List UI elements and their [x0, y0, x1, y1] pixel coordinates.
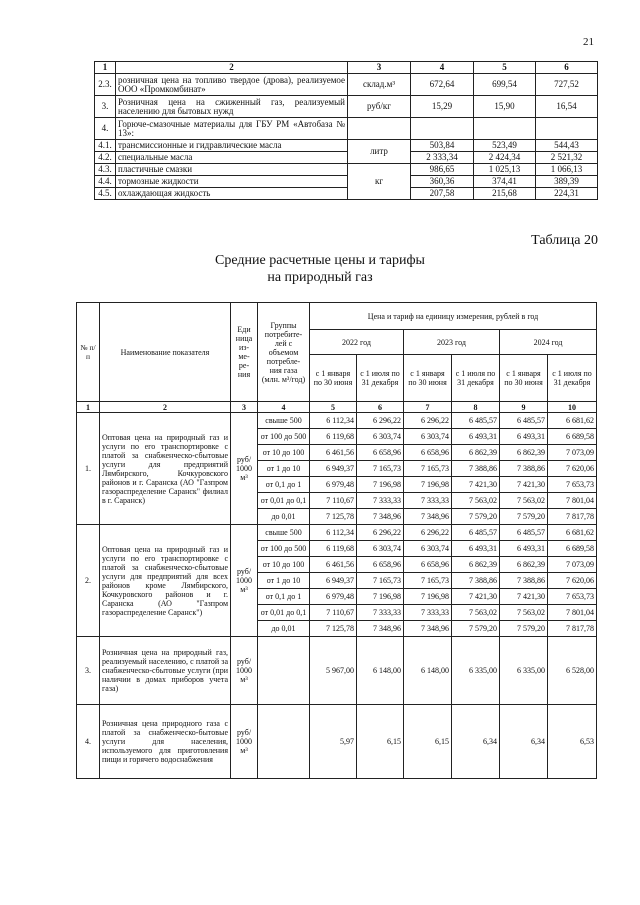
value-cell: 15,90	[474, 96, 536, 118]
row-name: пластичные смазки	[116, 164, 348, 176]
value-cell: 6 461,56	[310, 445, 357, 461]
value-cell: 6 303,74	[404, 541, 452, 557]
row-number: 4.	[95, 118, 116, 140]
value-cell: 389,39	[536, 176, 598, 188]
row-name: охлаждающая жидкость	[116, 188, 348, 200]
value-cell: 7 073,09	[548, 557, 597, 573]
consumer-group: от 0,01 до 0,1	[258, 493, 310, 509]
value-cell: 7 653,73	[548, 589, 597, 605]
value-cell: 360,36	[411, 176, 474, 188]
row-number: 3.	[95, 96, 116, 118]
consumer-group	[258, 705, 310, 779]
value-cell: 7 817,78	[548, 621, 597, 637]
value-cell: 6,34	[452, 705, 500, 779]
consumer-group: от 0,1 до 1	[258, 589, 310, 605]
row-number: 4.2.	[95, 152, 116, 164]
header-cell: 6	[536, 62, 598, 74]
consumer-group: до 0,01	[258, 621, 310, 637]
row-name: Оптовая цена на природный газ и услуги по его транспортировке с платой за снабженческо-сбытовые услуги для предприятий Лямбирского, Кочкуровского районов и г. Саранска (АО "Газпром газораспределение Саранск" филиал в г. Саранск)	[100, 413, 231, 525]
row-unit: руб/ 1000 м³	[231, 637, 258, 705]
row-number: 4.4.	[95, 176, 116, 188]
consumer-group: до 0,01	[258, 509, 310, 525]
row-number: 2.	[77, 525, 100, 637]
value-cell: 986,65	[411, 164, 474, 176]
title-line: на природный газ	[267, 270, 373, 285]
value-cell: 7 563,02	[500, 493, 548, 509]
value-cell: 7 333,33	[357, 605, 404, 621]
header-cell: 1	[95, 62, 116, 74]
value-cell: 6 689,58	[548, 541, 597, 557]
value-cell	[536, 118, 598, 140]
value-cell: 699,54	[474, 74, 536, 96]
value-cell: 7 125,78	[310, 621, 357, 637]
value-cell: 6 979,48	[310, 589, 357, 605]
table-title	[0, 252, 640, 286]
value-cell: 6 461,56	[310, 557, 357, 573]
value-cell: 207,58	[411, 188, 474, 200]
header-groups: Группы потребите- лей с объемом потребле- ния газа (млн. м³/год)	[258, 303, 310, 402]
value-cell: 7 421,30	[452, 589, 500, 605]
header-period: с 1 июля по 31 декабря	[357, 355, 404, 402]
value-cell: 7 653,73	[548, 477, 597, 493]
value-cell: 7 388,86	[452, 461, 500, 477]
value-cell: 6 979,48	[310, 477, 357, 493]
value-cell: 7 348,96	[404, 509, 452, 525]
header-cell: 2	[116, 62, 348, 74]
consumer-group: от 0,01 до 0,1	[258, 605, 310, 621]
header-unit: Еди ница из- ме- ре- ния	[231, 303, 258, 402]
value-cell: 6 485,57	[452, 413, 500, 429]
value-cell: 7 620,06	[548, 461, 597, 477]
column-number: 6	[357, 402, 404, 413]
value-cell: 2 333,34	[411, 152, 474, 164]
value-cell: 7 579,20	[452, 621, 500, 637]
column-number: 7	[404, 402, 452, 413]
table-row	[95, 164, 598, 176]
table-header-row	[95, 62, 598, 74]
value-cell: 727,52	[536, 74, 598, 96]
consumer-group: от 10 до 100	[258, 557, 310, 573]
table-row	[95, 118, 598, 140]
value-cell: 7 817,78	[548, 509, 597, 525]
header-price: Цена и тариф на единицу измерения, рублей в год	[310, 303, 597, 330]
value-cell: 6 689,58	[548, 429, 597, 445]
header-year: 2023 год	[404, 330, 500, 355]
header-num: № п/п	[77, 303, 100, 402]
value-cell: 6 112,34	[310, 413, 357, 429]
column-number: 2	[100, 402, 231, 413]
row-name: розничная цена на топливо твердое (дрова), реализуемое ООО «Промкомбинат»	[116, 74, 348, 96]
value-cell: 374,41	[474, 176, 536, 188]
value-cell: 6 119,68	[310, 541, 357, 557]
value-cell: 6 658,96	[357, 557, 404, 573]
value-cell: 6 485,57	[452, 525, 500, 541]
value-cell: 5,97	[310, 705, 357, 779]
value-cell: 6,15	[404, 705, 452, 779]
row-name: Розничная цена природного газа с платой за снабженческо-бытовые услуги для населения, используемого для приготовления пищи и горячего водоснабжения	[100, 705, 231, 779]
value-cell: 7 196,98	[404, 477, 452, 493]
row-name: тормозные жидкости	[116, 176, 348, 188]
value-cell: 7 801,04	[548, 605, 597, 621]
fuel-price-table	[94, 61, 598, 200]
value-cell: 7 196,98	[404, 589, 452, 605]
value-cell: 1 025,13	[474, 164, 536, 176]
value-cell: 6 296,22	[404, 525, 452, 541]
value-cell: 7 579,20	[500, 509, 548, 525]
value-cell: 6 862,39	[500, 557, 548, 573]
value-cell: 6 658,96	[357, 445, 404, 461]
consumer-group: от 1 до 10	[258, 461, 310, 477]
consumer-group: от 0,1 до 1	[258, 477, 310, 493]
value-cell: 6 528,00	[548, 637, 597, 705]
value-cell: 6 303,74	[357, 429, 404, 445]
value-cell: 7 348,96	[357, 621, 404, 637]
table-header-row	[77, 303, 597, 330]
row-unit	[348, 118, 411, 140]
value-cell: 7 196,98	[357, 477, 404, 493]
value-cell: 5 967,00	[310, 637, 357, 705]
row-number: 4.3.	[95, 164, 116, 176]
value-cell: 7 620,06	[548, 573, 597, 589]
value-cell: 7 333,33	[404, 493, 452, 509]
header-period: с 1 января по 30 июня	[310, 355, 357, 402]
value-cell: 7 125,78	[310, 509, 357, 525]
value-cell: 7 388,86	[500, 461, 548, 477]
value-cell: 2 521,32	[536, 152, 598, 164]
value-cell: 7 388,86	[500, 573, 548, 589]
value-cell: 7 801,04	[548, 493, 597, 509]
value-cell: 6,34	[500, 705, 548, 779]
header-period: с 1 января по 30 июня	[404, 355, 452, 402]
column-number: 9	[500, 402, 548, 413]
header-name: Наименование показателя	[100, 303, 231, 402]
value-cell: 503,84	[411, 140, 474, 152]
title-line: Средние расчетные цены и тарифы	[215, 253, 425, 268]
table-row	[95, 176, 598, 188]
row-number: 4.1.	[95, 140, 116, 152]
value-cell: 6,15	[357, 705, 404, 779]
value-cell: 6 862,39	[452, 557, 500, 573]
value-cell: 7 348,96	[404, 621, 452, 637]
value-cell: 6 658,96	[404, 557, 452, 573]
header-year: 2022 год	[310, 330, 404, 355]
value-cell: 7 333,33	[357, 493, 404, 509]
value-cell: 7 165,73	[404, 461, 452, 477]
value-cell: 523,49	[474, 140, 536, 152]
value-cell: 6 862,39	[500, 445, 548, 461]
value-cell: 6 949,37	[310, 573, 357, 589]
value-cell: 7 165,73	[357, 573, 404, 589]
value-cell: 6 493,31	[452, 541, 500, 557]
header-period: с 1 июля по 31 декабря	[452, 355, 500, 402]
value-cell: 7 165,73	[357, 461, 404, 477]
header-period: с 1 июля по 31 декабря	[548, 355, 597, 402]
value-cell: 7 421,30	[500, 477, 548, 493]
row-name: Розничная цена на сжиженный газ, реализуемый населению для бытовых нужд	[116, 96, 348, 118]
value-cell: 16,54	[536, 96, 598, 118]
table-row	[95, 152, 598, 164]
table-row	[77, 705, 597, 779]
header-period: с 1 января по 30 июня	[500, 355, 548, 402]
value-cell: 6 485,57	[500, 413, 548, 429]
column-number: 4	[258, 402, 310, 413]
row-name: Оптовая цена на природный газ и услуги по его транспортировке с платой за снабженческо-сбытовые услуги для предприятий для всех районов кроме Лямбирского, Кочкуровского районов и г. Саранска (АО "Газпром газораспределение Саранск")	[100, 525, 231, 637]
value-cell: 7 421,30	[500, 589, 548, 605]
row-unit: склад.м³	[348, 74, 411, 96]
value-cell: 7 073,09	[548, 445, 597, 461]
value-cell: 6 112,34	[310, 525, 357, 541]
value-cell: 6 493,31	[500, 541, 548, 557]
row-number: 3.	[77, 637, 100, 705]
row-unit: литр	[348, 140, 411, 164]
column-number: 8	[452, 402, 500, 413]
value-cell: 6 119,68	[310, 429, 357, 445]
value-cell: 1 066,13	[536, 164, 598, 176]
value-cell: 672,64	[411, 74, 474, 96]
table-caption: Таблица 20	[531, 233, 598, 248]
value-cell: 6 335,00	[452, 637, 500, 705]
column-number: 1	[77, 402, 100, 413]
value-cell: 7 333,33	[404, 605, 452, 621]
value-cell	[411, 118, 474, 140]
value-cell: 7 563,02	[500, 605, 548, 621]
value-cell: 215,68	[474, 188, 536, 200]
header-cell: 4	[411, 62, 474, 74]
consumer-group: свыше 500	[258, 525, 310, 541]
value-cell	[474, 118, 536, 140]
value-cell: 7 579,20	[452, 509, 500, 525]
gas-tariff-table	[76, 302, 597, 779]
column-number: 10	[548, 402, 597, 413]
value-cell: 7 421,30	[452, 477, 500, 493]
value-cell: 6 303,74	[357, 541, 404, 557]
table-row	[95, 140, 598, 152]
consumer-group: от 100 до 500	[258, 541, 310, 557]
row-name: специальные масла	[116, 152, 348, 164]
value-cell: 6 296,22	[357, 525, 404, 541]
value-cell: 6 949,37	[310, 461, 357, 477]
row-unit: руб/ 1000 м³	[231, 705, 258, 779]
table-row	[77, 637, 597, 705]
consumer-group: свыше 500	[258, 413, 310, 429]
value-cell: 7 196,98	[357, 589, 404, 605]
row-unit: кг	[348, 164, 411, 200]
column-number: 5	[310, 402, 357, 413]
value-cell: 6 148,00	[357, 637, 404, 705]
consumer-group	[258, 637, 310, 705]
value-cell: 7 348,96	[357, 509, 404, 525]
row-number: 1.	[77, 413, 100, 525]
value-cell: 2 424,34	[474, 152, 536, 164]
value-cell: 7 165,73	[404, 573, 452, 589]
consumer-group: от 1 до 10	[258, 573, 310, 589]
table-row	[95, 188, 598, 200]
table-row	[95, 74, 598, 96]
table-row	[95, 96, 598, 118]
value-cell: 6 681,62	[548, 413, 597, 429]
value-cell: 7 563,02	[452, 605, 500, 621]
page-number: 21	[583, 36, 594, 48]
value-cell: 7 563,02	[452, 493, 500, 509]
value-cell: 224,31	[536, 188, 598, 200]
value-cell: 7 579,20	[500, 621, 548, 637]
value-cell: 6 148,00	[404, 637, 452, 705]
row-name: Розничная цена на природный газ, реализуемый населению, с платой за снабженческо-сбытовые услуги (при наличии в домах приборов учета газа)	[100, 637, 231, 705]
value-cell: 6 493,31	[500, 429, 548, 445]
row-unit: руб/ 1000 м³	[231, 525, 258, 637]
row-number: 2.3.	[95, 74, 116, 96]
value-cell: 15,29	[411, 96, 474, 118]
value-cell: 6 493,31	[452, 429, 500, 445]
header-cell: 3	[348, 62, 411, 74]
value-cell: 6 485,57	[500, 525, 548, 541]
value-cell: 7 388,86	[452, 573, 500, 589]
value-cell: 7 110,67	[310, 605, 357, 621]
table-row	[77, 525, 597, 541]
value-cell: 6 681,62	[548, 525, 597, 541]
row-name: Горюче-смазочные материалы для ГБУ РМ «Автобаза № 13»:	[116, 118, 348, 140]
row-number: 4.	[77, 705, 100, 779]
value-cell: 6 862,39	[452, 445, 500, 461]
value-cell: 7 110,67	[310, 493, 357, 509]
value-cell: 6 296,22	[357, 413, 404, 429]
value-cell: 6 658,96	[404, 445, 452, 461]
value-cell: 544,43	[536, 140, 598, 152]
table-row	[77, 413, 597, 429]
value-cell: 6,53	[548, 705, 597, 779]
row-unit: руб/кг	[348, 96, 411, 118]
value-cell: 6 296,22	[404, 413, 452, 429]
row-number: 4.5.	[95, 188, 116, 200]
consumer-group: от 100 до 500	[258, 429, 310, 445]
row-unit: руб/ 1000 м³	[231, 413, 258, 525]
value-cell: 6 303,74	[404, 429, 452, 445]
header-cell: 5	[474, 62, 536, 74]
consumer-group: от 10 до 100	[258, 445, 310, 461]
header-year: 2024 год	[500, 330, 597, 355]
column-number: 3	[231, 402, 258, 413]
table-header-row	[77, 402, 597, 413]
value-cell: 6 335,00	[500, 637, 548, 705]
row-name: трансмиссионные и гидравлические масла	[116, 140, 348, 152]
